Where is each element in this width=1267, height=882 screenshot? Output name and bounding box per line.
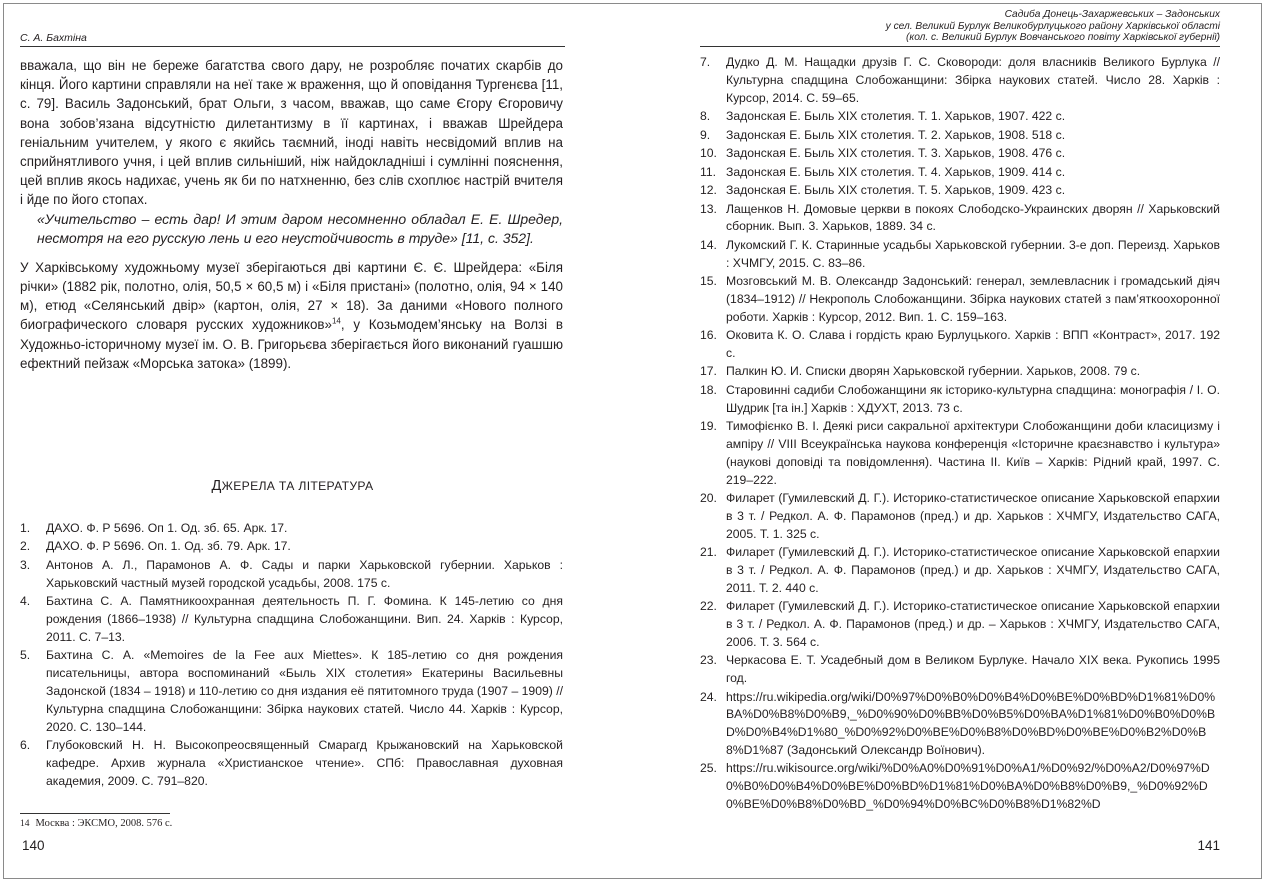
reference-text: Задонская Е. Быль XIX столетия. Т. 1. Харьков, 1907. 422 с. <box>726 109 1066 124</box>
reference-number: 25. <box>700 761 717 776</box>
section-title-text: ДЖЕРЕЛА ТА ЛІТЕРАТУРА <box>211 478 374 494</box>
reference-number: 5. <box>20 648 31 663</box>
page-number: 141 <box>1197 838 1220 853</box>
reference-item <box>700 201 1220 237</box>
reference-text: Задонская Е. Быль XIX столетия. Т. 5. Харьков, 1909. 423 с. <box>726 183 1066 198</box>
paragraph-text: У Харківському художньому музеї зберігаються дві картини Є. Є. Шрейдера: «Біля річки» (1882 рік, полотно, олія, 50,5 × 60,5 м) і «Біля пристані» (полотно, олія, 94 × 140 м), етюд «Селянський двір» (картон, олія, 27 × 18). За даними «Нового полного биографического словаря русских художников» <box>20 259 563 333</box>
header-rule <box>20 46 565 47</box>
reference-text: Задонская Е. Быль XIX столетия. Т. 3. Харьков, 1908. 476 с. <box>726 146 1066 161</box>
reference-number: 15. <box>700 274 717 289</box>
reference-number: 4. <box>20 594 31 609</box>
reference-item <box>700 54 1220 107</box>
reference-text: Черкасова Е. Т. Усадебный дом в Великом Бурлуке. Начало XIX века. Рукопись 1995 год. <box>726 653 1220 686</box>
reference-item <box>700 127 1220 145</box>
reference-number: 23. <box>700 653 717 668</box>
reference-text: Филарет (Гумилевский Д. Г.). Историко-статистическое описание Харьковской епархии в 3 т. / Редкол. А. Ф. Парамонов (пред.) и др. – Харьков : ХЧМГУ, Издательство САГА, 2006. Т. 3. 564 с. <box>726 599 1220 649</box>
reference-text: ДАХО. Ф. Р 5696. Оп. 1. Од. зб. 79. Арк. 17. <box>46 539 291 554</box>
page-number: 140 <box>22 838 45 853</box>
reference-item <box>20 647 563 736</box>
article-body <box>20 56 563 373</box>
reference-item <box>20 520 563 538</box>
reference-list <box>700 54 1220 815</box>
reference-item <box>700 689 1220 760</box>
reference-item <box>700 652 1220 688</box>
reference-number: 9. <box>700 127 711 142</box>
reference-text: Мозговський М. В. Олександр Задонський: генерал, землевласник і громадський діяч (1834–1912) // Некрополь Слобожанщини. Збірка наукових статей з пам’яткоохоронної роботи. Харків : Курсор, 2012. Вип. 1. С. 159–163. <box>726 274 1220 324</box>
footnote-text: Москва : ЭКСМО, 2008. 576 с. <box>35 818 173 829</box>
reference-text[interactable]: https://ru.wikisource.org/wiki/%D0%A0%D0%91%D0%A1/%D0%92/%D0%A2/D0%97%D0%B0%D0%B4%D0%BE%D0%BD%D1%81%D0%BA%D0%B8%D0%B9,_%D0%92%D0%BE%D0%B8%D0%BD_%D0%94%D0%BC%D0%B8%D1%82%D <box>726 761 1210 812</box>
reference-text: Глубоковский Н. Н. Высокопреосвященный Смарагд Крыжановский на Харьковской кафедре. Архив журнала «Христианское чтение». СПб: Православная духовная академия, 2009. С. 791–820. <box>46 738 563 788</box>
reference-item <box>700 760 1220 813</box>
reference-text: Бахтина С. А. «Memoires de la Fee aux Miettes». К 185-летию со дня рождения писательницы, автора воспоминаний «Быль XIX столетия» Екатерины Васильевны Задонской (1834 – 1918) и 110-летию со дня издания её пятитомного труда (1907 – 1909) // Культурна спадщина Слобожанщини: Збірка наукових статей. Число 44. Харків : Курсор, 2020. С. 130–144. <box>46 648 563 734</box>
running-head-line: у сел. Великий Бурлук Великобурлуцького району Харківської області <box>885 20 1220 32</box>
reference-number: 20. <box>700 491 717 506</box>
paragraph-text: , у Козьмодем’янську на Волзі в Художньо-історичному музеї ім. О. В. Григорьєва зберігається його виконаний гуашшю ефектний пейзаж «Морська затока» (1899). <box>20 317 563 371</box>
reference-number: 2. <box>20 539 31 554</box>
running-head-line: (кол. с. Великий Бурлук Вовчанського повіту Харківської губернії) <box>906 32 1220 43</box>
reference-text[interactable]: https://ru.wikipedia.org/wiki/D0%97%D0%B0%D0%B4%D0%BE%D0%BD%D1%81%D0%BA%D0%B8%D0%B9,_%D0%90%D0%BB%D0%B5%D0%BA%D1%81%D0%B0%D0%BD%D0%B4%D1%80_%D0%92%D0%BE%D0%B8%D0%BD%D0%BE%D0%B2%D0%B8%D1%87 (Задонський Олександр Воїнович). <box>726 689 1216 757</box>
reference-number: 19. <box>700 419 717 434</box>
reference-item <box>700 145 1220 163</box>
left-page <box>20 0 565 882</box>
reference-text: Старовинні садиби Слобожанщини як історико-культурна спадщина: монографія / І. О. Шудрик [та ін.] Харків : ХДУХТ, 2013. 73 с. <box>726 382 1220 415</box>
reference-text: Тимофієнко В. І. Деякі риси сакральної архітектури Слобожанщини доби класицизму і ампіру // VIII Всеукраїнська наукова конференція «Історичне краєзнавство і культура» (наукові доповіді та повідомлення). Частина ІІ. Київ – Харків: Рідний край, 1997. С. 219–222. <box>726 419 1220 487</box>
reference-number: 21. <box>700 545 717 560</box>
footnote <box>20 818 172 829</box>
reference-number: 6. <box>20 738 31 752</box>
reference-number: 1. <box>20 521 31 535</box>
reference-text: Лукомский Г. К. Старинные усадьбы Харьковской губернии. 3-е доп. Переизд. Харьков : ХЧМГУ, 2015. С. 83–86. <box>726 237 1220 270</box>
footnote-mark: 14 <box>20 819 30 829</box>
reference-item <box>700 490 1220 543</box>
reference-text: Антонов А. Л., Парамонов А. Ф. Сады и парки Харьковской губернии. Харьков : Харьковский частный музей городской усадьбы, 2008. 175 с. <box>46 557 563 590</box>
paragraph <box>20 258 563 373</box>
header-rule <box>700 46 1220 47</box>
running-head-author: С. А. Бахтіна <box>20 32 87 44</box>
reference-item <box>700 418 1220 489</box>
reference-item <box>700 164 1220 182</box>
section-title <box>20 478 565 494</box>
footnote-rule <box>20 813 170 814</box>
reference-text: Задонская Е. Быль XIX столетия. Т. 2. Харьков, 1908. 518 с. <box>726 127 1066 142</box>
reference-number: 3. <box>20 557 31 572</box>
reference-text: Филарет (Гумилевский Д. Г.). Историко-статистическое описание Харьковской епархии в 3 т. / Редкол. А. Ф. Парамонов (пред.) и др. Харьков : ХЧМГУ, Издательство САГА, 2011. Т. 2. 440 с. <box>726 545 1220 595</box>
reference-number: 13. <box>700 201 717 216</box>
reference-item <box>20 593 563 646</box>
reference-item <box>700 273 1220 326</box>
reference-number: 14. <box>700 237 717 252</box>
running-head-title <box>700 9 1220 44</box>
right-page <box>700 0 1220 882</box>
reference-item <box>700 544 1220 597</box>
reference-text: ДАХО. Ф. Р 5696. Оп 1. Од. зб. 65. Арк. 17. <box>46 521 288 535</box>
reference-number: 17. <box>700 364 717 379</box>
reference-item <box>20 538 563 556</box>
reference-number: 16. <box>700 328 717 343</box>
reference-text: Лащенков Н. Домовые церкви в покоях Слободско-Украинских дворян // Харьковский сборник. Вып. 3. Харьков, 1889. 34 с. <box>726 201 1220 234</box>
reference-text: Палкин Ю. И. Списки дворян Харьковской губернии. Харьков, 2008. 79 с. <box>726 364 1141 379</box>
reference-number: 22. <box>700 599 717 614</box>
reference-item <box>700 327 1220 363</box>
reference-number: 7. <box>700 55 711 69</box>
reference-item <box>700 598 1220 651</box>
reference-number: 10. <box>700 146 717 161</box>
reference-number: 24. <box>700 689 717 704</box>
reference-text: Задонская Е. Быль XIX столетия. Т. 4. Харьков, 1909. 414 с. <box>726 164 1066 179</box>
reference-number: 12. <box>700 183 717 198</box>
reference-item <box>20 557 563 593</box>
reference-item <box>700 363 1220 381</box>
paragraph: вважала, що він не береже багатства свого дару, не розробляє початих скарбів до кінця. Його картини справляли на неї таке ж враження, що й оповідання Тургенєва [11, с. 79]. Василь Задонський, брат Ольги, з часом, вважав, що саме Єгору Єгоровичу вона зобов’язана відсутністю дилетантизму в її картинах, і вважав Шрейдера геніальним учителем, у якого є якийсь таємний, іноді навіть несвідомий вплив на сприйнятливого учня, і цей вплив сильніший, ніж найдокладніші і сумлінні пояснення, цей вплив якось надихає, учень як би по натхненню, без слів схоплює настрій вчителя і йде по його стопах. <box>20 58 563 208</box>
reference-item <box>700 182 1220 200</box>
reference-number: 11. <box>700 164 717 179</box>
reference-list <box>20 520 563 791</box>
quotation: «Учительство – есть дар! И этим даром несомненно обладал Е. Е. Шредер, несмотря на его русскую лень и его неустойчивость в труде» [11, с. 352]. <box>37 210 563 247</box>
reference-item <box>700 382 1220 418</box>
reference-item <box>700 108 1220 126</box>
reference-text: Оковита К. О. Слава і гордість краю Бурлуцького. Харків : ВПП «Контраст», 2017. 192 с. <box>726 328 1220 360</box>
reference-number: 8. <box>700 109 711 124</box>
running-head-line: Садиба Донець-Захаржевських – Задонських <box>1004 9 1220 20</box>
footnote-ref[interactable]: 14 <box>331 316 341 326</box>
reference-number: 18. <box>700 382 717 397</box>
reference-item <box>20 737 563 790</box>
reference-text: Бахтина С. А. Памятникоохранная деятельность П. Г. Фомина. К 145-летию со дня рождения (1866–1938) // Культурна спадщина Слобожанщини. Вип. 24. Харків : Курсор, 2011. С. 7–13. <box>46 594 563 644</box>
reference-item <box>700 237 1220 273</box>
reference-text: Филарет (Гумилевский Д. Г.). Историко-статистическое описание Харьковской епархии в 3 т. / Редкол. А. Ф. Парамонов (пред.) и др. Харьков : ХЧМГУ, Издательство САГА, 2005. Т. 1. 325 с. <box>726 491 1220 541</box>
reference-text: Дудко Д. М. Нащадки друзів Г. С. Сковороди: доля власників Великого Бурлука // Культурна спадщина Слобожанщини: Збірка наукових статей. Число 28. Харків : Курсор, 2014. С. 59–65. <box>726 55 1220 105</box>
